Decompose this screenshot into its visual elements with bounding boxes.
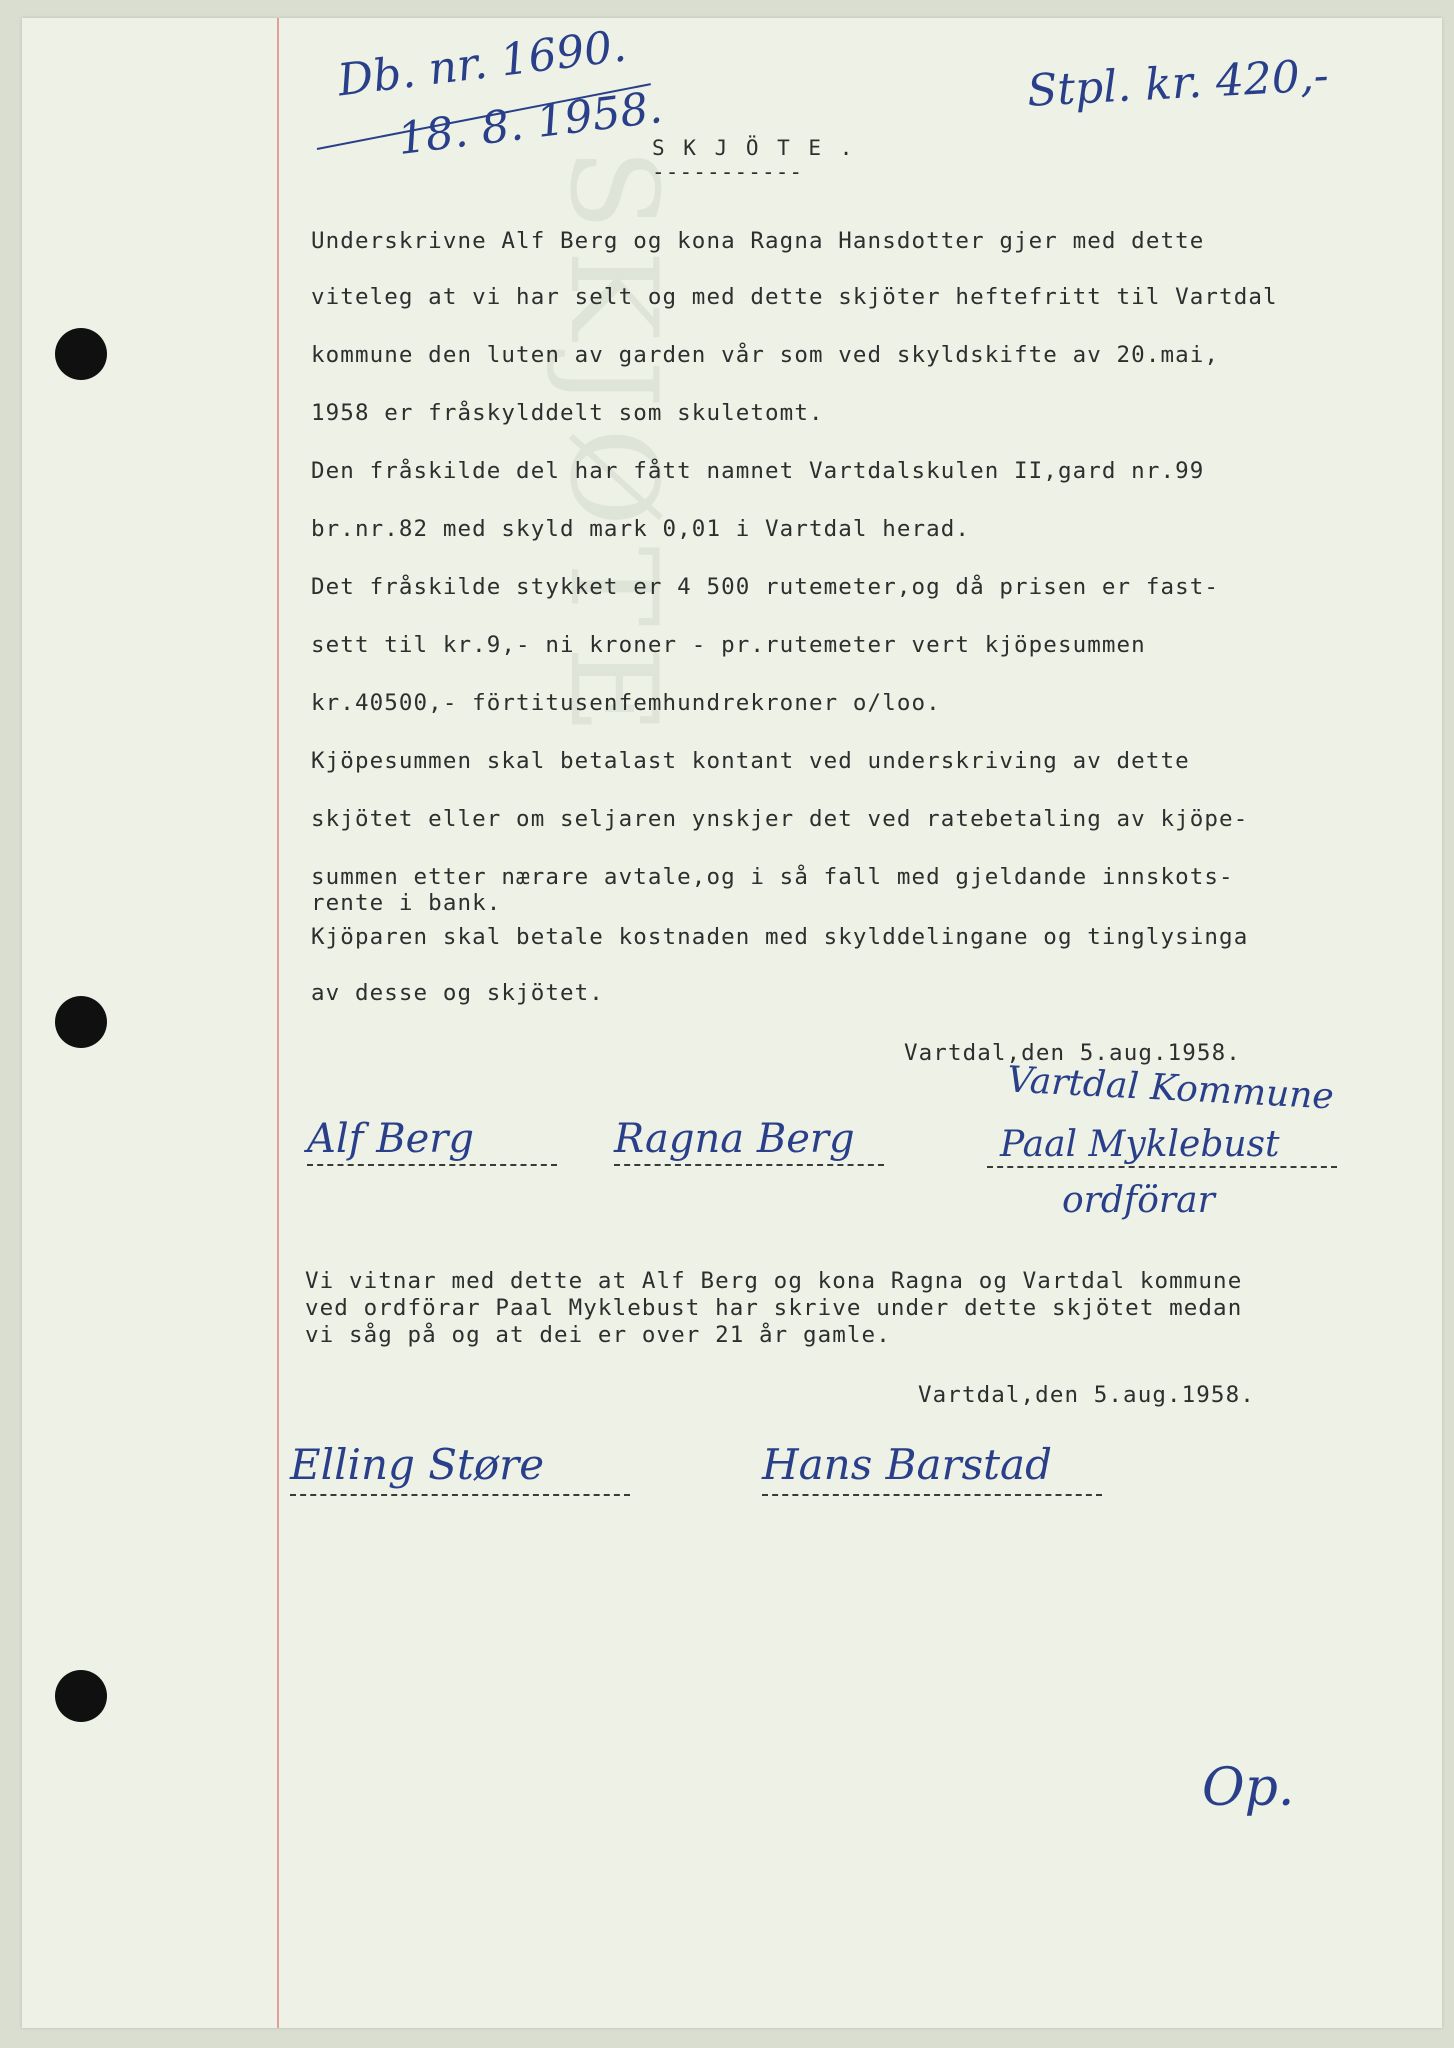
body-line: rente i bank. [311, 890, 502, 916]
body-line: br.nr.82 med skyld mark 0,01 i Vartdal herad. [311, 516, 971, 542]
initials: Op. [1202, 1758, 1295, 1818]
signature-witness-1: Elling Støre [290, 1440, 545, 1489]
title-underline: ----------- [652, 160, 804, 184]
body-line: av desse og skjötet. [311, 980, 604, 1006]
signature-line [762, 1494, 1102, 1496]
body-line: Kjöparen skal betale kostnaden med skylddelingane og tinglysinga [311, 924, 1249, 950]
signature-witness-2: Hans Barstad [762, 1440, 1052, 1489]
watermark: SKJØTE [543, 148, 682, 754]
fee-stamp: Stpl. kr. 420,- [1025, 50, 1330, 117]
signature-seller-2: Ragna Berg [614, 1116, 855, 1162]
body-line: Underskrivne Alf Berg og kona Ragna Hansdotter gjer med dette [311, 228, 1205, 254]
body-line: skjötet eller om seljaren ynskjer det ved ratebetaling av kjöpe- [311, 806, 1249, 832]
margin-line [277, 18, 279, 2028]
signature-line [290, 1494, 630, 1496]
place-date-2: Vartdal,den 5.aug.1958. [918, 1382, 1255, 1408]
body-line: sett til kr.9,- ni kroner - pr.rutemeter vert kjöpesummen [311, 632, 1146, 658]
witness-line: ved ordförar Paal Myklebust har skrive under dette skjötet medan [305, 1295, 1243, 1321]
document-sheet [22, 18, 1442, 2028]
body-line: summen etter nærare avtale,og i så fall med gjeldande innskots- [311, 864, 1234, 890]
witness-line: Vi vitnar med dette at Alf Berg og kona Ragna og Vartdal kommune [305, 1268, 1243, 1294]
signature-seller-1: Alf Berg [307, 1116, 474, 1162]
signature-buyer-org: Vartdal Kommune [1006, 1059, 1335, 1118]
body-line: Den fråskilde del har fått namnet Vartdalskulen II,gard nr.99 [311, 458, 1205, 484]
punch-hole-middle [55, 996, 107, 1048]
body-line: kr.40500,- förtitusenfemhundrekroner o/loo. [311, 690, 941, 716]
signature-line [987, 1166, 1337, 1168]
body-line: kommune den luten av garden vår som ved skyldskifte av 20.mai, [311, 342, 1220, 368]
place-date-1: Vartdal,den 5.aug.1958. [904, 1040, 1241, 1066]
punch-hole-top [55, 328, 107, 380]
body-line: Kjöpesummen skal betalast kontant ved underskriving av dette [311, 748, 1190, 774]
body-line: Det fråskilde stykket er 4 500 rutemeter,og då prisen er fast- [311, 574, 1220, 600]
signature-line [614, 1164, 884, 1166]
document-title: S K J Ö T E . [652, 136, 856, 160]
body-line: viteleg at vi har selt og med dette skjöter heftefritt til Vartdal [311, 284, 1278, 310]
body-line: 1958 er fråskylddelt som skuletomt. [311, 400, 824, 426]
punch-hole-bottom [55, 1670, 107, 1722]
doc-date: 18. 8. 1958. [394, 81, 666, 166]
signature-buyer-title: ordförar [1062, 1180, 1215, 1221]
signature-line [307, 1164, 557, 1166]
doc-number: Db. nr. 1690. [334, 20, 629, 107]
witness-line: vi såg på og at dei er over 21 år gamle. [305, 1322, 891, 1348]
signature-buyer-name: Paal Myklebust [1000, 1124, 1280, 1165]
